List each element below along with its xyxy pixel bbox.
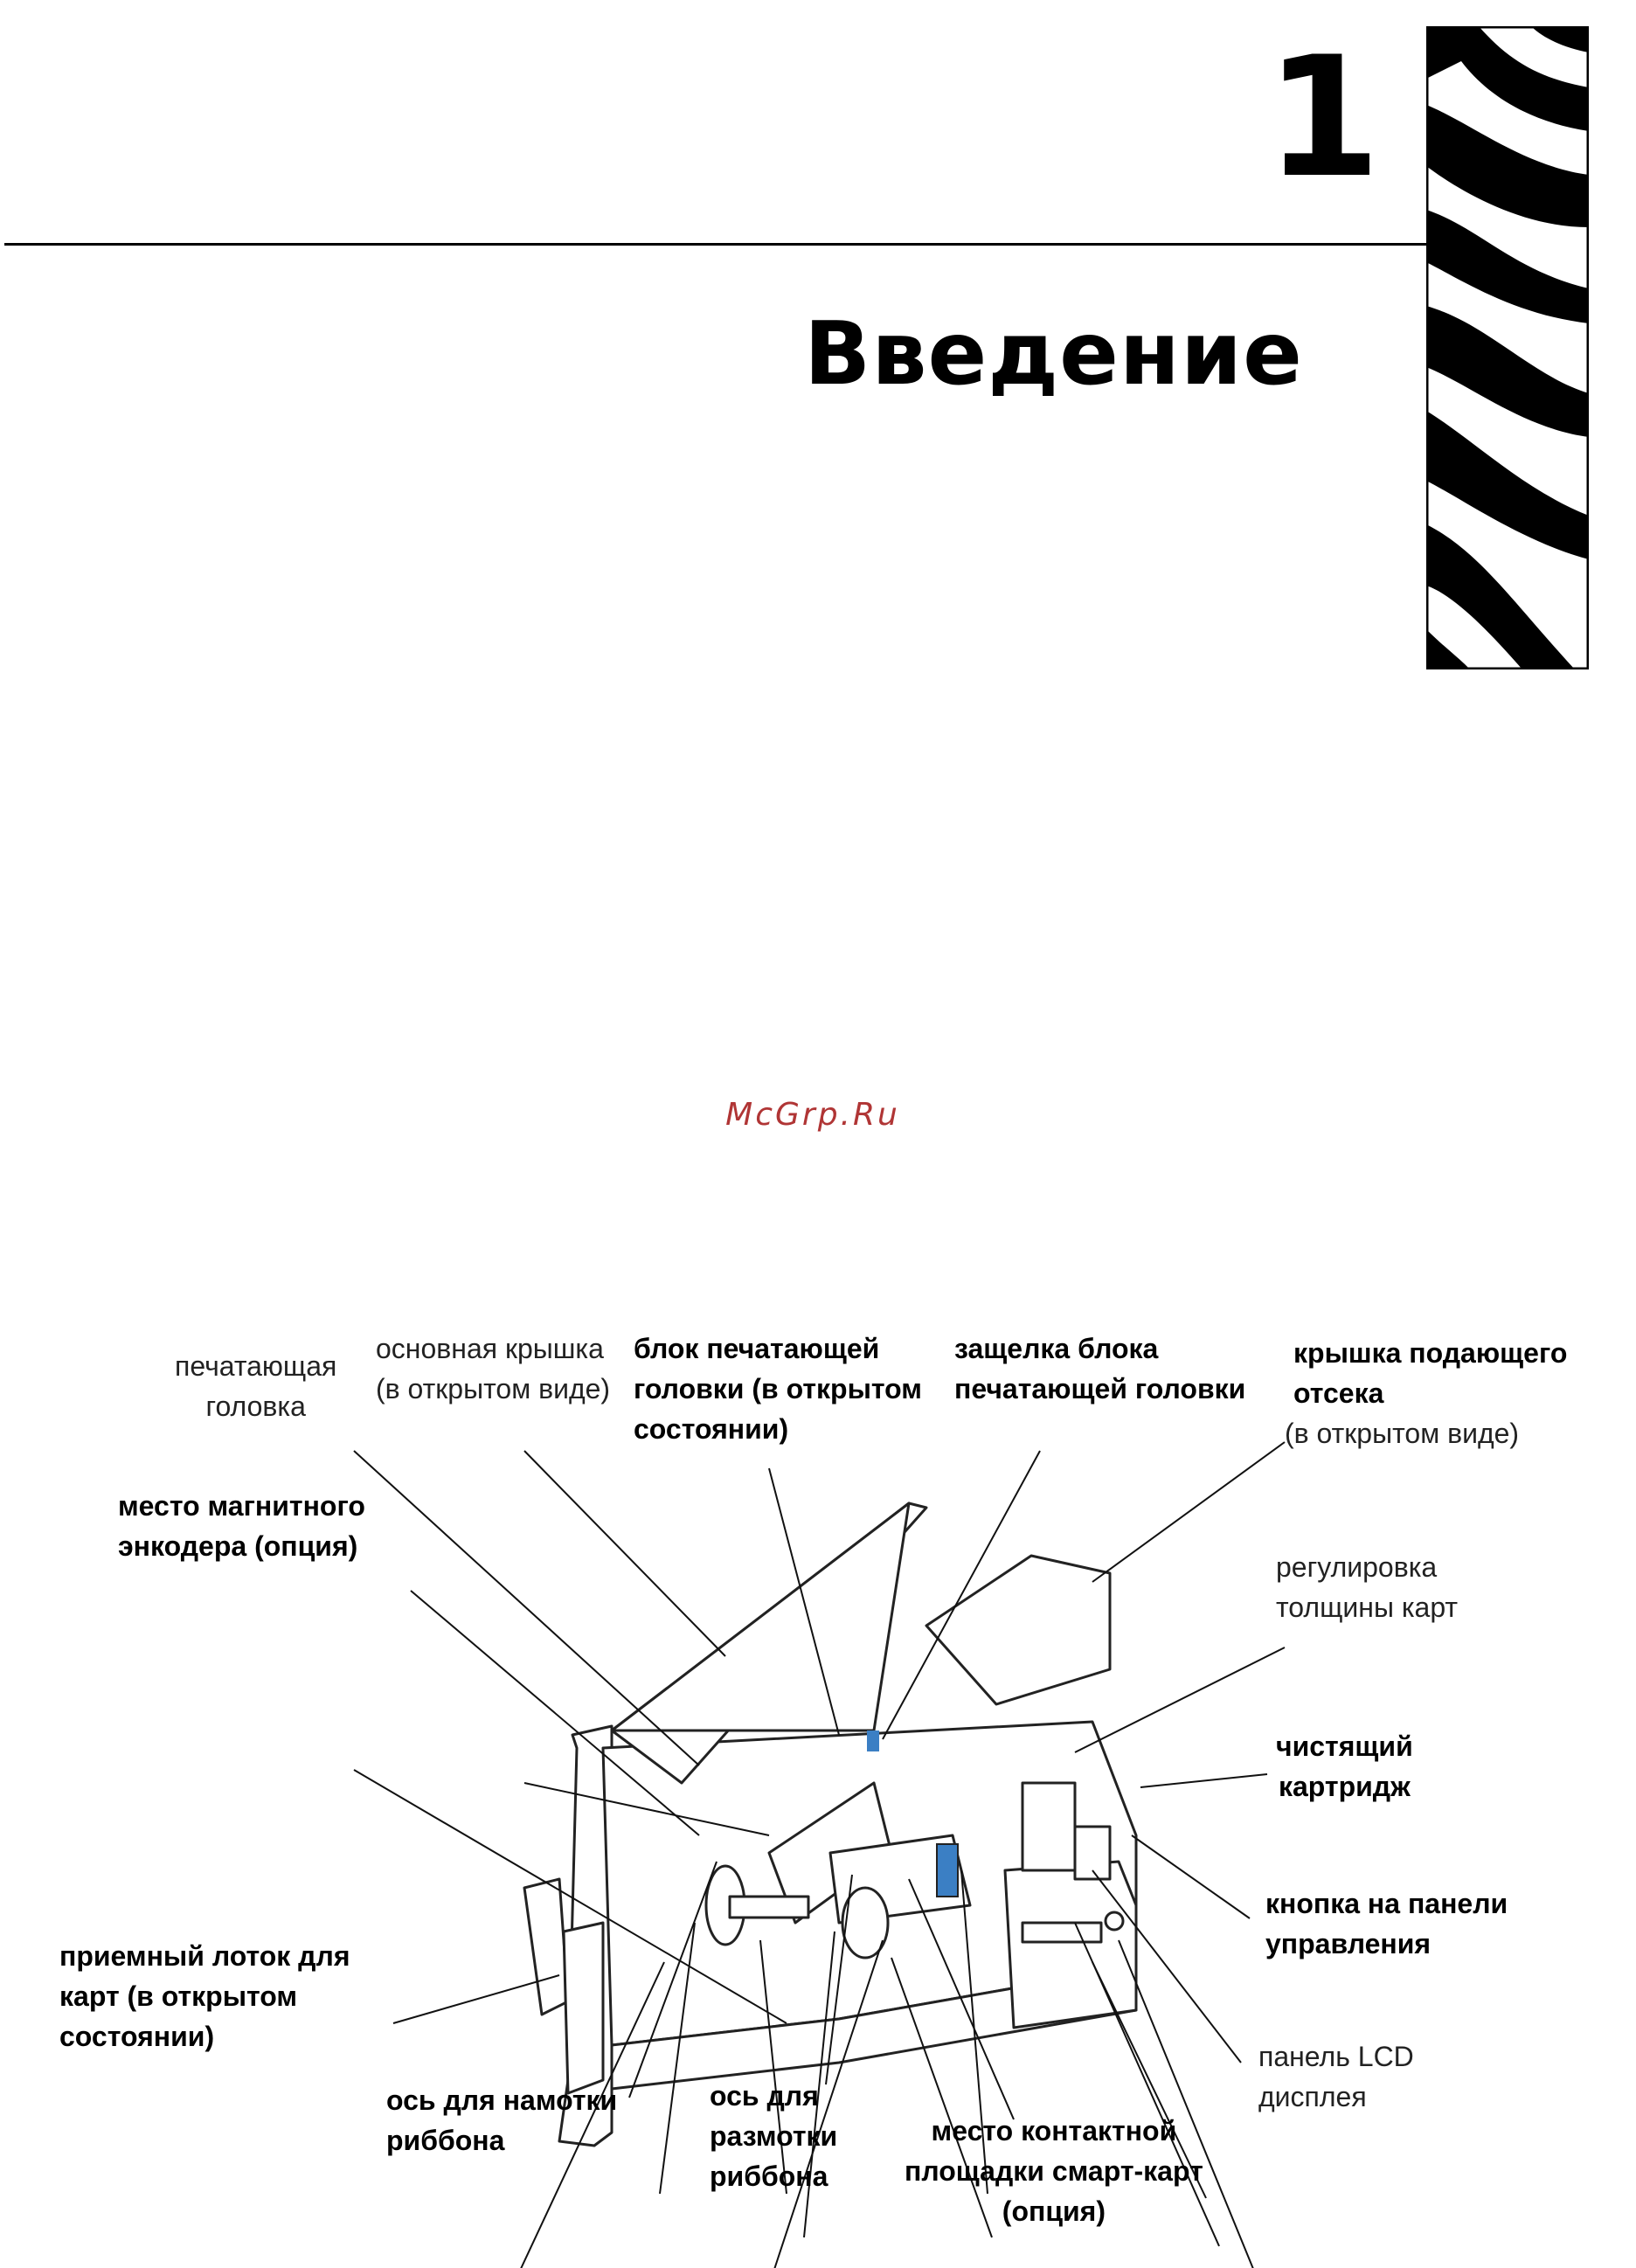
label-mag-encoder: место магнитного энкодера (опция): [118, 1490, 365, 1562]
zebra-stripes-logo: [1426, 26, 1589, 669]
chapter-rule: [4, 243, 1427, 246]
label-print-head-latch: защелка блока печатающей головки: [954, 1333, 1246, 1404]
label-print-head-assembly: блок печатающей головки (в открытом состоянии): [634, 1333, 922, 1445]
watermark: McGrp.Ru: [725, 1097, 900, 1133]
label-ribbon-take-up: ось для намотки риббона: [386, 2084, 618, 2156]
label-lcd-panel: панель LCD дисплея: [1258, 2041, 1414, 2112]
label-print-head: печатающая головка: [175, 1350, 337, 1422]
label-ribbon-supply: ось для размотки риббона: [710, 2080, 838, 2192]
printer-diagram: [0, 1294, 1636, 2268]
label-cleaning-cartridge: чистящий картридж: [1276, 1730, 1413, 1802]
chapter-title: Введение: [804, 302, 1303, 405]
label-control-panel-button: кнопка на панели управления: [1265, 1888, 1508, 1959]
label-feeder-cover: крышка подающего отсека (в открытом виде): [1285, 1337, 1568, 1449]
label-smart-card: место контактной площадки смарт-карт (опция): [905, 2115, 1203, 2227]
label-card-thickness: регулировка толщины карт: [1276, 1551, 1459, 1623]
label-output-hopper: приемный лоток для карт (в открытом состоянии): [59, 1940, 350, 2052]
label-main-cover: основная крышка (в открытом виде): [376, 1333, 611, 1404]
chapter-number: 1: [1265, 21, 1381, 214]
